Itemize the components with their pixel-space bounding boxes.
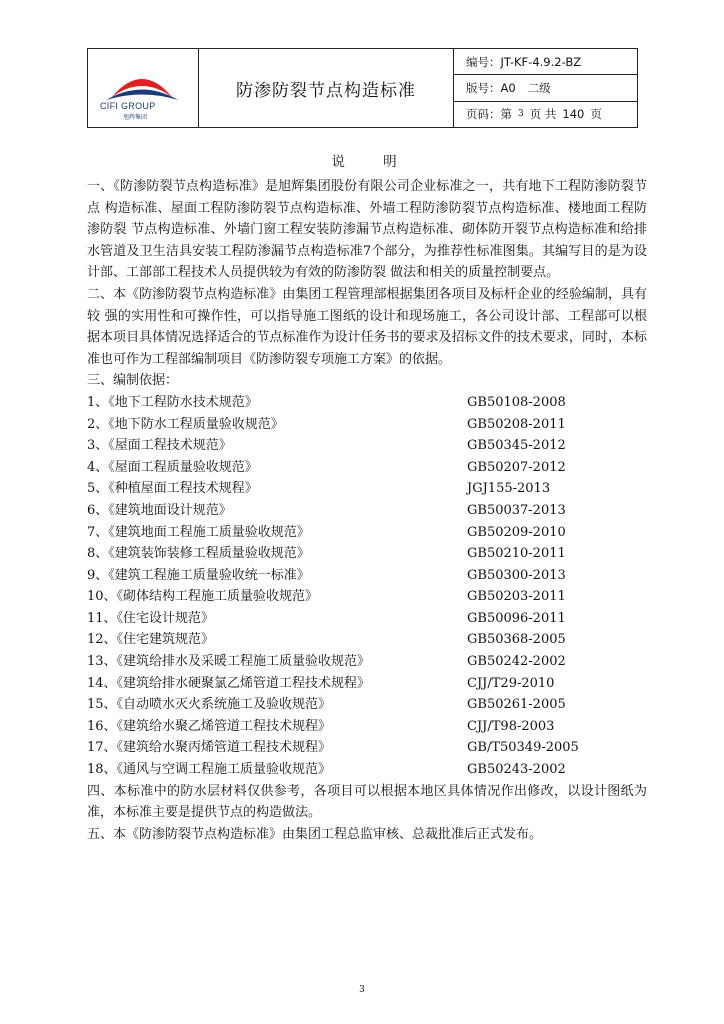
reference-item	[87, 435, 647, 457]
reference-code: GB50300-2013	[467, 567, 566, 583]
reference-item	[87, 414, 647, 436]
page-info-row	[454, 101, 637, 127]
reference-name: 17、《建筑给水聚丙烯管道工程技术规程》	[87, 740, 332, 756]
reference-code: GB50096-2011	[467, 610, 566, 626]
reference-name: 5、《种植屋面工程技术规程》	[87, 481, 258, 497]
page-label: 页码：第	[466, 107, 512, 122]
reference-code: GB50037-2013	[467, 502, 566, 518]
reference-name: 6、《建筑地面设计规范》	[87, 502, 232, 518]
version-row	[454, 74, 637, 100]
reference-name: 10、《砌体结构工程施工质量验收规范》	[87, 589, 319, 605]
reference-item	[87, 457, 647, 479]
reference-item	[87, 565, 647, 587]
reference-code: GB50345-2012	[467, 438, 566, 454]
reference-name: 8、《建筑装饰装修工程质量验收规范》	[87, 546, 310, 562]
cifi-logo-icon	[104, 67, 180, 101]
reference-code: GB50368-2005	[467, 632, 566, 648]
paragraph-3: 三、编制依据：	[87, 373, 179, 389]
reference-item	[87, 522, 647, 544]
level: 二级	[527, 80, 551, 95]
reference-name: 15、《自动喷水灭火系统施工及验收规范》	[87, 697, 332, 713]
doc-number: 编号：JT-KF-4.9.2-BZ	[466, 54, 582, 69]
section-title: 说 明	[331, 154, 397, 170]
reference-item	[87, 629, 647, 651]
reference-name: 18、《通风与空调工程施工质量验收规范》	[87, 762, 332, 778]
reference-code: CJJ/T98-2003	[467, 718, 555, 734]
reference-code: GB50243-2002	[467, 762, 566, 778]
reference-name: 4、《屋面工程质量验收规范》	[87, 459, 258, 475]
reference-item	[87, 608, 647, 630]
reference-item	[87, 716, 647, 738]
reference-item	[87, 694, 647, 716]
document-title: 防渗防裂节点构造标准	[199, 49, 454, 127]
reference-name: 7、《建筑地面工程施工质量验收规范》	[87, 524, 310, 540]
paragraph-5: 五、本《防渗防裂节点构造标准》由集团工程总监审核、总裁批准后正式发布。	[87, 826, 543, 842]
reference-code: GB50108-2008	[467, 394, 566, 410]
reference-name: 16、《建筑给水聚乙烯管道工程技术规程》	[87, 718, 332, 734]
reference-name: 14、《建筑给排水硬聚氯乙烯管道工程技术规程》	[87, 675, 371, 691]
page-number: 3	[359, 985, 365, 995]
paragraph-2: 二、本《防渗防裂节点构造标准》由集团工程管理部根据集团各项目及标杆企业的经验编制，具有较 强的实用性和可操作性，可以指导施工图纸的设计和现场施工，各公司设计部、工程部可以根据本项目具体情况选择适合的节点标准作为设计任务书的要求及招标文件的技术要求，同时，本标准也可作为工程部编制项目《防渗防裂专项施工方案》的依据。	[87, 286, 647, 367]
reference-item	[87, 543, 647, 565]
page-total: 140	[562, 107, 585, 122]
reference-item	[87, 500, 647, 522]
logo-name-cn: 旭辉集团	[123, 115, 148, 121]
reference-name: 12、《住宅建筑规范》	[87, 632, 215, 648]
reference-item	[87, 673, 647, 695]
reference-code: GB50203-2011	[467, 589, 566, 605]
reference-item	[87, 478, 647, 500]
reference-code: GB50242-2002	[467, 654, 566, 670]
reference-code: GB50209-2010	[467, 524, 566, 540]
reference-name: 2、《地下防水工程质量验收规范》	[87, 416, 284, 432]
reference-name: 9、《建筑工程施工质量验收统一标准》	[87, 567, 310, 583]
reference-code: GB50261-2005	[467, 697, 566, 713]
reference-name: 3、《屋面工程技术规范》	[87, 438, 232, 454]
reference-code: JGJ155-2013	[467, 481, 551, 497]
document-info	[454, 49, 637, 127]
reference-code: GB/T50349-2005	[467, 740, 579, 756]
paragraph-4: 四、本标准中的防水层材料仅供参考，各项目可以根据本地区具体情况作出修改，以设计图纸为准，本标准主要是提供节点的构造做法。	[87, 783, 647, 821]
reference-name: 1、《地下工程防水技术规范》	[87, 394, 258, 410]
reference-item	[87, 651, 647, 673]
reference-item	[87, 737, 647, 759]
page-current: 3	[518, 109, 524, 120]
version: 版号：A0	[466, 80, 516, 95]
reference-item	[87, 392, 647, 414]
reference-name: 13、《建筑给排水及采暖工程施工质量验收规范》	[87, 654, 371, 670]
document-body	[87, 150, 647, 845]
reference-list	[87, 392, 647, 781]
page-mid: 页 共	[529, 107, 557, 122]
reference-code: GB50207-2012	[467, 459, 566, 475]
paragraph-1: 一、《防渗防裂节点构造标准》是旭辉集团股份有限公司企业标准之一，共有地下工程防渗防裂节点 构造标准、屋面工程防渗防裂节点构造标准、外墙工程防渗防裂节点构造标准、楼地面工程防渗防裂 节点构造标准、外墙门窗工程安装防渗漏节点构造标准、砌体防开裂节点构造标准和给排水管道及卫生洁具安装工程防渗漏节点构造标准7个部分，为推荐性标准图集。其编写目的是为设计部、工部部工程技术人员提供较为有效的防渗防裂 做法和相关的质量控制要点。	[87, 179, 647, 281]
reference-name: 11、《住宅设计规范》	[87, 610, 215, 626]
reference-code: GB50210-2011	[467, 546, 566, 562]
logo-name-en: CIFI GROUP	[100, 101, 156, 111]
reference-code: GB50208-2011	[467, 416, 566, 432]
company-logo	[88, 49, 199, 127]
document-header	[87, 48, 638, 128]
reference-code: CJJ/T29-2010	[467, 675, 555, 691]
reference-item	[87, 759, 647, 781]
page-suffix: 页	[590, 107, 602, 122]
doc-number-row	[454, 49, 637, 74]
reference-item	[87, 586, 647, 608]
